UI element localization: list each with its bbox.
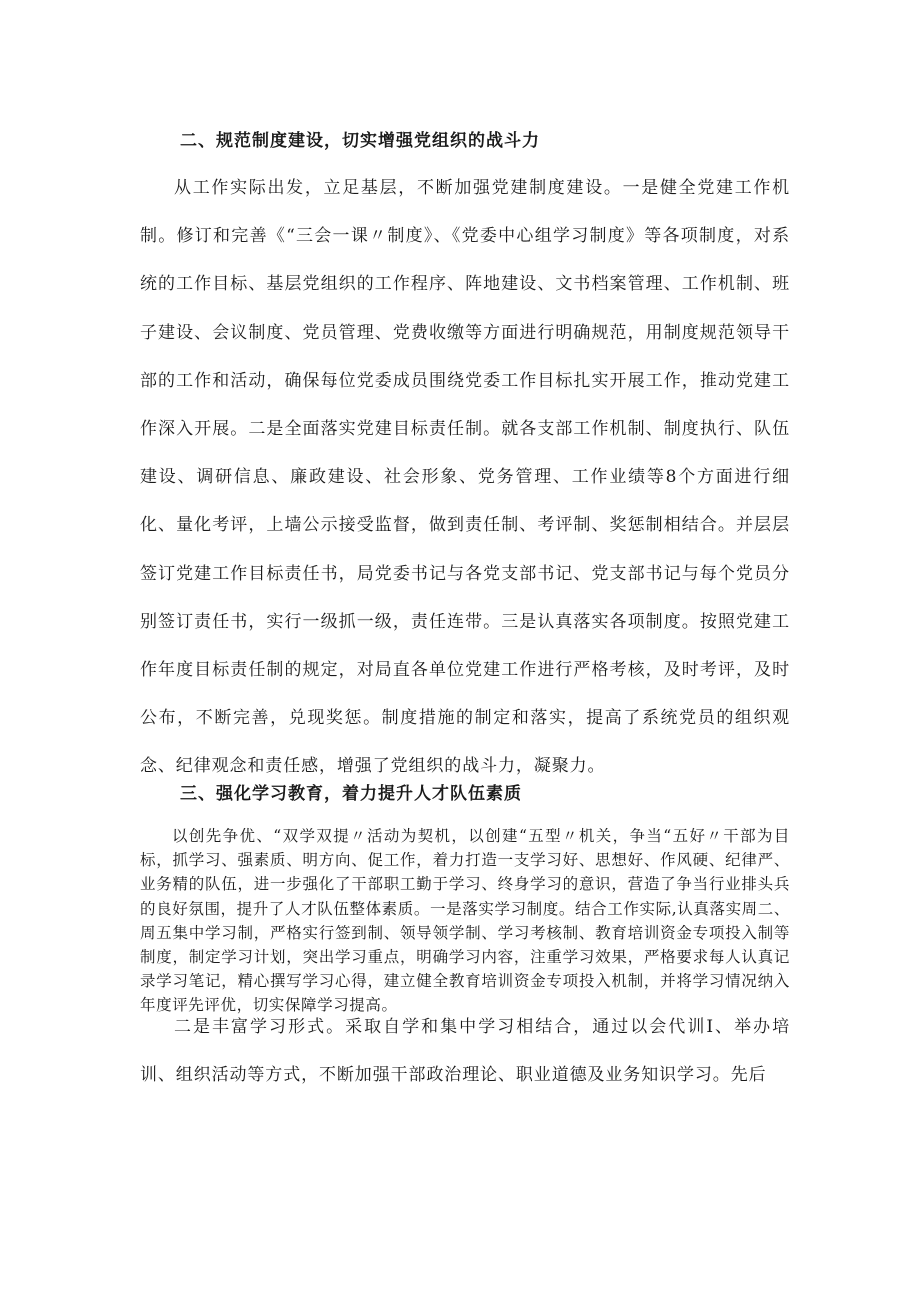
paragraph-learning-forms: 二是丰富学习形式。采取自学和集中学习相结合，通过以会代训I、举办培训、组织活动等方式，不断加强干部政治理论、职业道德及业务知识学习。先后 xyxy=(140,1017,790,1086)
paragraph-learning-education: 以创先争优、“双学双提〃活动为契机，以创建“五型〃机关，争当“五好〃干部为目标，抓学习、强素质、明方向、促工作，着力打造一支学习好、思想好、作风硬、纪律严、业务精的队伍，进一步强化了干部职工勤于学习、终身学习的意识，营造了争当行业排头兵的良好氛围，提升了人才队伍整体素质。一是落实学习制度。结合工作实际,认真落实周二、周五集中学习制，严格实行签到制、领导领学制、学习考核制、教育培训资金专项投入制等制度，制定学习计划，突出学习重点，明确学习内容，注重学习效果，严格要求每人认真记录学习笔记，精心撰写学习心得，建立健全教育培训资金专项投入机制，并将学习情况纳入年度评先评优，切实保障学习提高。 xyxy=(140,827,790,1015)
section-heading-institution-building: 二、规范制度建设，切实增强党组织的战斗力 xyxy=(180,131,540,151)
paragraph-institution-building: 从工作实际出发，立足基层，不断加强党建制度建设。一是健全党建工作机制。修订和完善《“三会一课〃制度》、《党委中心组学习制度》等各项制度，对系统的工作目标、基层党组织的工作程序、阵地建设、文书档案管理、工作机制、班子建设、会议制度、党员管理、党费收缴等方面进行明确规范，用制度规范领导干部的工作和活动，确保每位党委成员围绕党委工作目标扎实开展工作，推动党建工作深入开展。二是全面落实党建目标责任制。就各支部工作机制、制度执行、队伍建设、调研信息、廉政建设、社会形象、党务管理、工作业绩等8个方面进行细化、量化考评，上墙公示接受监督，做到责任制、考评制、奖惩制相结合。并层层签订党建工作目标责任书，局党委书记与各党支部书记、党支部书记与每个党员分别签订责任书，实行一级抓一级，责任连带。三是认真落实各项制度。按照党建工作年度目标责任制的规定，对局直各单位党建工作进行严格考核，及时考评，及时公布，不断完善，兑现奖惩。制度措施的制定和落实，提高了系统党员的组织观念、纪律观念和责任感，增强了党组织的战斗力，凝聚力。 xyxy=(140,178,790,777)
section-heading-learning-education: 三、强化学习教育，着力提升人才队伍素质 xyxy=(180,784,522,804)
